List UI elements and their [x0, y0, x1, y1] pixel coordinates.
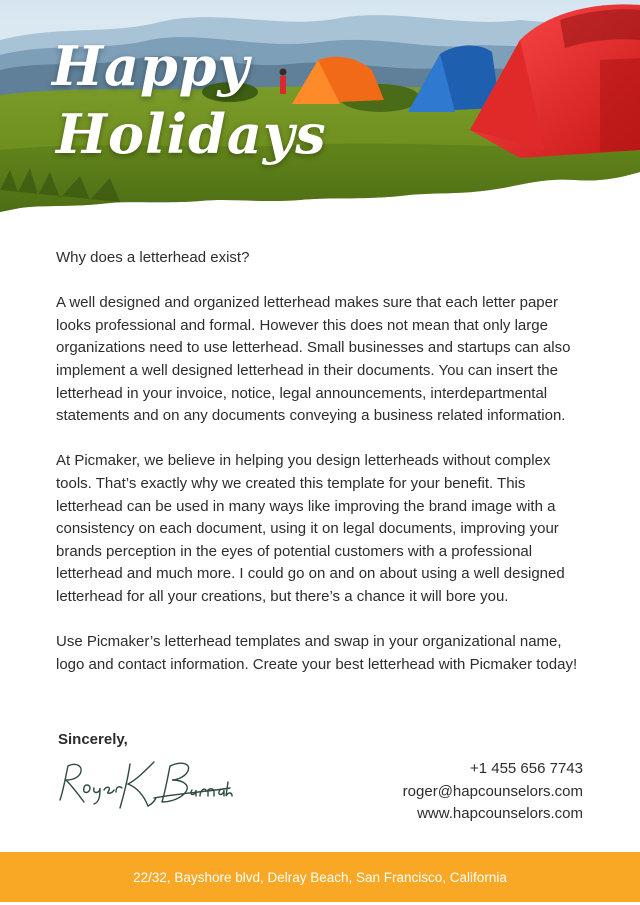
footer-address: 22/32, Bayshore blvd, Delray Beach, San Francisco, California	[133, 869, 507, 885]
letter-paragraph-1: A well designed and organized letterhead makes sure that each letter paper looks professional and formal. However this does not mean that only large organizations need to use letterhead. Small businesses and startups can also implement a well designed letterhead in their documents. You can insert the letterhead in your invoice, notice, legal announcements, interdepartmental statements and on any documents conveying a business related information.	[56, 294, 571, 425]
contact-phone: +1 455 656 7743	[469, 760, 583, 777]
header-photo	[0, 0, 640, 215]
footer-bar	[0, 852, 640, 902]
signature-graphic	[54, 758, 234, 814]
letter-paragraph-3: Use Picmaker’s letterhead templates and swap in your organizational name, logo and contact information. Create your best letterhead with Picmaker today!	[56, 633, 578, 673]
title-line-1: Happy	[52, 34, 250, 98]
contact-email: roger@hapcounselors.com	[402, 782, 583, 800]
closing-salutation: Sincerely,	[58, 731, 128, 748]
letter-paragraph-2: At Picmaker, we believe in helping you design letterheads without complex tools. That’s exactly why we created this template for your benefit. This letterhead can be used in many ways like improving the brand image with a consistency on each document, using it on legal documents, improving your brands perception in the eyes of potential customers with a professional letterhead and much more. I could go on and on about using a well designed letterhead for all your creations, but there’s a chance it will bore you.	[56, 452, 565, 605]
letter-question: Why does a letterhead exist?	[56, 249, 250, 266]
contact-website: www.hapcounselors.com	[417, 805, 583, 823]
letter-body	[56, 247, 586, 699]
contact-block	[403, 758, 583, 826]
signature-image	[54, 758, 234, 814]
holiday-title	[52, 32, 327, 168]
title-line-2: Holidays	[56, 102, 327, 166]
